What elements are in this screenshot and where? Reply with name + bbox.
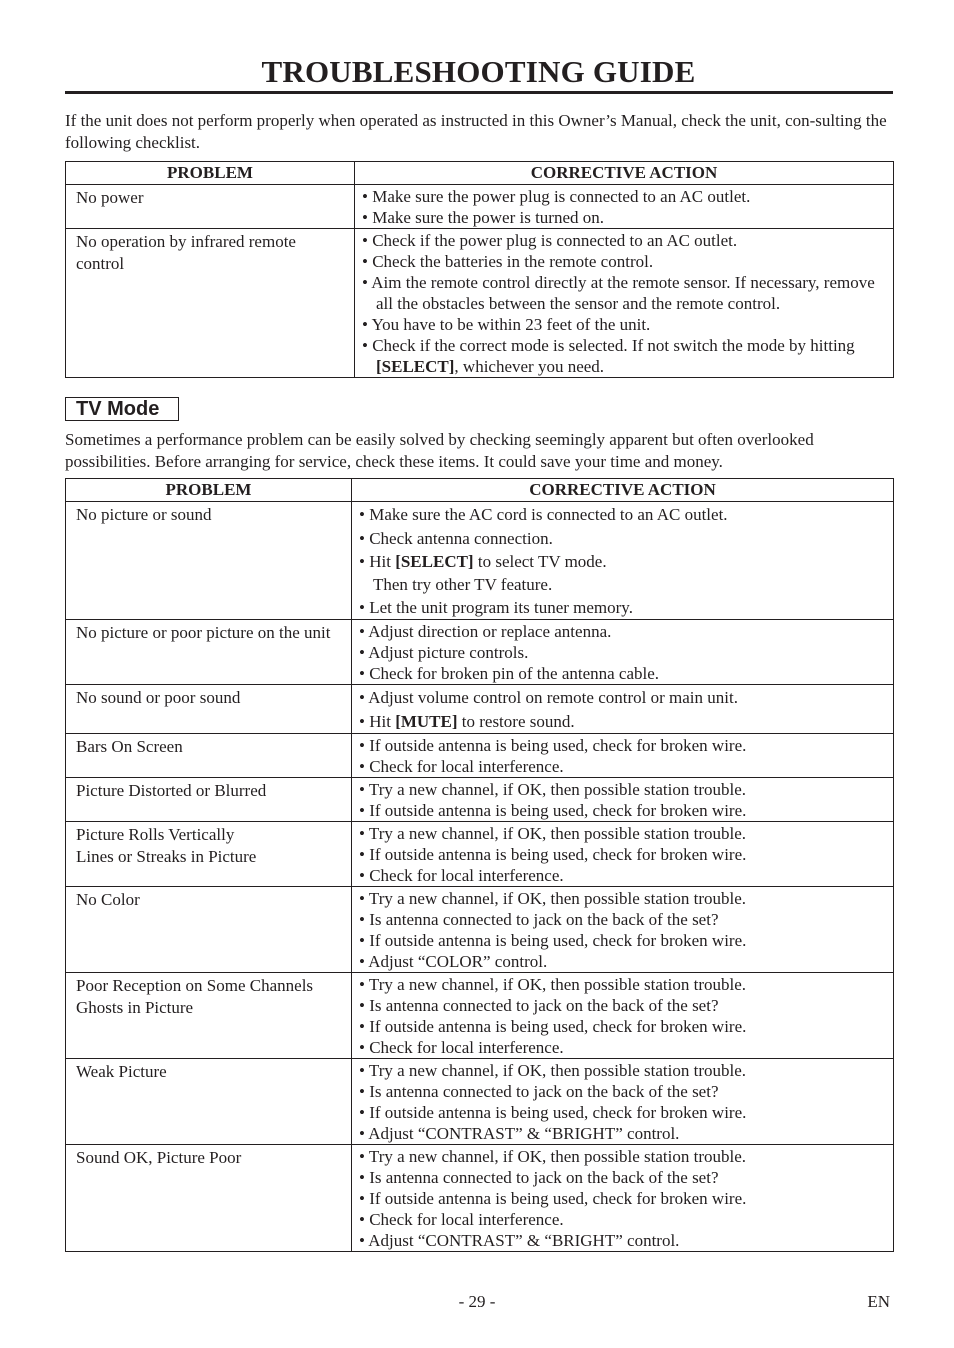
action-text: If outside antenna is being used, check for broken wire. bbox=[369, 1103, 747, 1122]
table-row bbox=[66, 1145, 894, 1252]
problem-text: Ghosts in Picture bbox=[76, 998, 194, 1017]
action-item: • Check for broken pin of the antenna cable. bbox=[359, 664, 660, 683]
action-text: Try a new channel, if OK, then possible station trouble. bbox=[368, 780, 746, 799]
action-text: Make sure the power is turned on. bbox=[372, 208, 605, 227]
problem-text: No sound or poor sound bbox=[76, 688, 241, 707]
action-text: Adjust “CONTRAST” & “BRIGHT” control. bbox=[368, 1231, 680, 1250]
action-text: Check for local interference. bbox=[369, 757, 564, 776]
action-text: If outside antenna is being used, check for broken wire. bbox=[369, 801, 747, 820]
problem-text: Bars On Screen bbox=[76, 737, 183, 756]
action-item: • Check for local interference. bbox=[359, 1038, 564, 1057]
tv-mode-intro: Sometimes a performance problem can be easily solved by checking seemingly apparent but often overlooked possibilities. Before arranging for service, check these items. It could save your time and money. bbox=[65, 430, 814, 471]
tv-mode-label: TV Mode bbox=[65, 397, 179, 421]
problem-header: PROBLEM bbox=[66, 162, 355, 185]
problem-cell bbox=[66, 822, 352, 887]
action-item: • Check for local interference. bbox=[359, 866, 564, 885]
action-text-after: , whichever you need. bbox=[454, 357, 605, 376]
action-item: • If outside antenna is being used, check for broken wire. bbox=[359, 1189, 747, 1208]
action-cell bbox=[352, 778, 894, 822]
table-row bbox=[66, 502, 894, 620]
key-label: [SELECT] bbox=[376, 357, 455, 376]
problem-cell bbox=[66, 1059, 352, 1145]
problem-text: Lines or Streaks in Picture bbox=[76, 847, 257, 866]
action-text: Check for local interference. bbox=[369, 866, 564, 885]
action-cell bbox=[352, 685, 894, 734]
action-text: Make sure the AC cord is connected to an AC outlet. bbox=[369, 505, 728, 524]
action-item: • Aim the remote control directly at the remote sensor. If necessary, remove all the obstacles between the sensor and the remote control. bbox=[362, 273, 875, 313]
action-text: Adjust picture controls. bbox=[368, 643, 529, 662]
problem-text: Sound OK, Picture Poor bbox=[76, 1148, 242, 1167]
action-text: Check for local interference. bbox=[369, 1038, 564, 1057]
table-header-row bbox=[66, 162, 894, 185]
action-text: Check antenna connection. bbox=[369, 528, 553, 548]
action-text: Is antenna connected to jack on the back of the set? bbox=[369, 910, 719, 929]
key-label: [SELECT] bbox=[395, 552, 474, 571]
action-text: Adjust “CONTRAST” & “BRIGHT” control. bbox=[368, 1124, 680, 1143]
action-text: Adjust direction or replace antenna. bbox=[368, 622, 612, 641]
action-text: Is antenna connected to jack on the back of the set? bbox=[369, 1168, 719, 1187]
page-number: - 29 - bbox=[458, 1292, 496, 1311]
action-text: Check the batteries in the remote control. bbox=[372, 252, 654, 271]
language-code: EN bbox=[867, 1292, 890, 1311]
action-item: • If outside antenna is being used, check for broken wire. bbox=[359, 1103, 747, 1122]
problem-cell bbox=[66, 502, 352, 620]
table-row bbox=[66, 185, 894, 229]
action-item: • Adjust “COLOR” control. bbox=[359, 952, 548, 971]
action-item: • Check the batteries in the remote control. bbox=[362, 252, 654, 271]
action-cell bbox=[352, 973, 894, 1059]
action-text: Check for broken pin of the antenna cable. bbox=[369, 664, 660, 683]
problem-text: Picture Rolls Vertically bbox=[76, 825, 235, 844]
action-text: Is antenna connected to jack on the back of the set? bbox=[369, 996, 719, 1015]
action-text: Check if the correct mode is selected. If not switch the mode by hitting bbox=[372, 336, 855, 355]
action-item: • Adjust volume control on remote control or main unit. bbox=[359, 688, 738, 707]
action-item: • Try a new channel, if OK, then possible station trouble. bbox=[359, 824, 746, 843]
action-item: • Make sure the AC cord is connected to an AC outlet. bbox=[359, 505, 728, 524]
action-item: • Is antenna connected to jack on the back of the set? bbox=[359, 1082, 719, 1101]
action-item: • Try a new channel, if OK, then possible station trouble. bbox=[359, 889, 746, 908]
action-header: CORRECTIVE ACTION bbox=[352, 479, 894, 502]
action-header: CORRECTIVE ACTION bbox=[355, 162, 894, 185]
action-item: • Hit [SELECT] to select TV mode. bbox=[359, 552, 607, 571]
action-text: If outside antenna is being used, check for broken wire. bbox=[369, 1017, 747, 1036]
action-text: Try a new channel, if OK, then possible station trouble. bbox=[368, 1061, 746, 1080]
action-cell bbox=[352, 1145, 894, 1252]
key-label: [MUTE] bbox=[395, 711, 458, 731]
action-item: • If outside antenna is being used, check for broken wire. bbox=[359, 845, 747, 864]
table-row bbox=[66, 1059, 894, 1145]
problem-cell bbox=[66, 620, 352, 685]
table-row bbox=[66, 973, 894, 1059]
action-item: • Adjust “CONTRAST” & “BRIGHT” control. bbox=[359, 1231, 680, 1250]
action-item: • Check for local interference. bbox=[359, 1210, 564, 1229]
action-text: Adjust “COLOR” control. bbox=[368, 952, 548, 971]
problem-cell bbox=[66, 1145, 352, 1252]
problem-header: PROBLEM bbox=[66, 479, 352, 502]
action-text: Let the unit program its tuner memory. bbox=[369, 597, 633, 617]
table-row bbox=[66, 620, 894, 685]
action-item: • Hit [MUTE] to restore sound. bbox=[359, 711, 575, 731]
action-text: Check if the power plug is connected to an AC outlet. bbox=[372, 231, 738, 250]
problem-text: No power bbox=[76, 188, 144, 207]
action-item: • Is antenna connected to jack on the back of the set? bbox=[359, 996, 719, 1015]
problem-cell bbox=[66, 887, 352, 973]
action-item: • Adjust direction or replace antenna. bbox=[359, 622, 612, 641]
title-rule bbox=[65, 91, 893, 94]
action-text: If outside antenna is being used, check for broken wire. bbox=[369, 845, 747, 864]
action-item: • Try a new channel, if OK, then possible station trouble. bbox=[359, 1147, 746, 1166]
problem-text: No operation by infrared remote control bbox=[76, 232, 296, 273]
action-item: • Check antenna connection. bbox=[359, 528, 553, 548]
action-cell bbox=[355, 185, 894, 229]
problem-cell bbox=[66, 685, 352, 734]
action-item: • If outside antenna is being used, check for broken wire. bbox=[359, 801, 747, 820]
action-cell bbox=[352, 734, 894, 778]
action-text: Try a new channel, if OK, then possible station trouble. bbox=[368, 975, 746, 994]
problem-text: No Color bbox=[76, 890, 140, 909]
action-item: • Check if the power plug is connected to an AC outlet. bbox=[362, 231, 738, 250]
action-item: • Is antenna connected to jack on the back of the set? bbox=[359, 910, 719, 929]
action-item: • Adjust picture controls. bbox=[359, 643, 529, 662]
action-text-after: to select TV mode. bbox=[473, 552, 607, 571]
problem-cell bbox=[66, 229, 355, 378]
table-row bbox=[66, 887, 894, 973]
action-text: Try a new channel, if OK, then possible station trouble. bbox=[368, 889, 746, 908]
problem-cell bbox=[66, 185, 355, 229]
action-cell bbox=[352, 822, 894, 887]
table-row bbox=[66, 822, 894, 887]
action-item: • If outside antenna is being used, check for broken wire. bbox=[359, 736, 747, 755]
action-text: Adjust volume control on remote control or main unit. bbox=[368, 688, 738, 707]
action-text: Aim the remote control directly at the remote sensor. If necessary, remove all the obstacles between the sensor and the remote control. bbox=[371, 273, 875, 313]
action-cell bbox=[352, 502, 894, 620]
table-row bbox=[66, 229, 894, 378]
action-item: • You have to be within 23 feet of the unit. bbox=[362, 315, 651, 334]
action-item: • If outside antenna is being used, check for broken wire. bbox=[359, 931, 747, 950]
action-text: If outside antenna is being used, check for broken wire. bbox=[369, 736, 747, 755]
general-troubleshooting-table bbox=[65, 161, 894, 378]
action-item: • Try a new channel, if OK, then possible station trouble. bbox=[359, 1061, 746, 1080]
action-item: • Let the unit program its tuner memory. bbox=[359, 597, 633, 617]
action-item: • Make sure the power is turned on. bbox=[362, 208, 605, 227]
problem-text: Weak Picture bbox=[76, 1062, 167, 1081]
action-text-after: to restore sound. bbox=[457, 711, 575, 731]
action-item: • Try a new channel, if OK, then possible station trouble. bbox=[359, 975, 746, 994]
table-row bbox=[66, 685, 894, 734]
action-cell bbox=[352, 1059, 894, 1145]
action-cell bbox=[355, 229, 894, 378]
action-cell bbox=[352, 620, 894, 685]
action-item: • Check if the correct mode is selected. If not switch the mode by hitting [SELECT], whichever you need. bbox=[362, 336, 855, 376]
table-header-row bbox=[66, 479, 894, 502]
action-text: If outside antenna is being used, check for broken wire. bbox=[369, 931, 747, 950]
problem-text: No picture or poor picture on the unit bbox=[76, 623, 331, 642]
action-text: Check for local interference. bbox=[369, 1210, 564, 1229]
page-title: TROUBLESHOOTING GUIDE bbox=[261, 54, 696, 89]
problem-cell bbox=[66, 973, 352, 1059]
action-text: Try a new channel, if OK, then possible station trouble. bbox=[368, 1147, 746, 1166]
tv-mode-troubleshooting-table bbox=[65, 478, 894, 1252]
action-cell bbox=[352, 887, 894, 973]
action-item: • Is antenna connected to jack on the back of the set? bbox=[359, 1168, 719, 1187]
action-item: • Try a new channel, if OK, then possible station trouble. bbox=[359, 780, 746, 799]
action-text: Is antenna connected to jack on the back of the set? bbox=[369, 1082, 719, 1101]
problem-cell bbox=[66, 734, 352, 778]
action-text: Hit bbox=[369, 711, 396, 731]
action-text: Hit bbox=[369, 552, 396, 571]
table-row bbox=[66, 734, 894, 778]
action-item: • Adjust “CONTRAST” & “BRIGHT” control. bbox=[359, 1124, 680, 1143]
action-text: Make sure the power plug is connected to an AC outlet. bbox=[372, 187, 751, 206]
problem-cell bbox=[66, 778, 352, 822]
action-continuation: Then try other TV feature. bbox=[373, 574, 553, 594]
action-text: Try a new channel, if OK, then possible station trouble. bbox=[368, 824, 746, 843]
problem-text: Poor Reception on Some Channels bbox=[76, 976, 314, 995]
intro-paragraph: If the unit does not perform properly when operated as instructed in this Owner’s Manual, check the unit, con-sulting the following checklist. bbox=[65, 111, 887, 152]
action-item: • Check for local interference. bbox=[359, 757, 564, 776]
action-text: You have to be within 23 feet of the unit. bbox=[371, 315, 651, 334]
action-item: • If outside antenna is being used, check for broken wire. bbox=[359, 1017, 747, 1036]
problem-text: Picture Distorted or Blurred bbox=[76, 781, 267, 800]
action-text: If outside antenna is being used, check for broken wire. bbox=[369, 1189, 747, 1208]
action-item: • Make sure the power plug is connected to an AC outlet. bbox=[362, 187, 751, 206]
table-row bbox=[66, 778, 894, 822]
problem-text: No picture or sound bbox=[76, 505, 212, 524]
